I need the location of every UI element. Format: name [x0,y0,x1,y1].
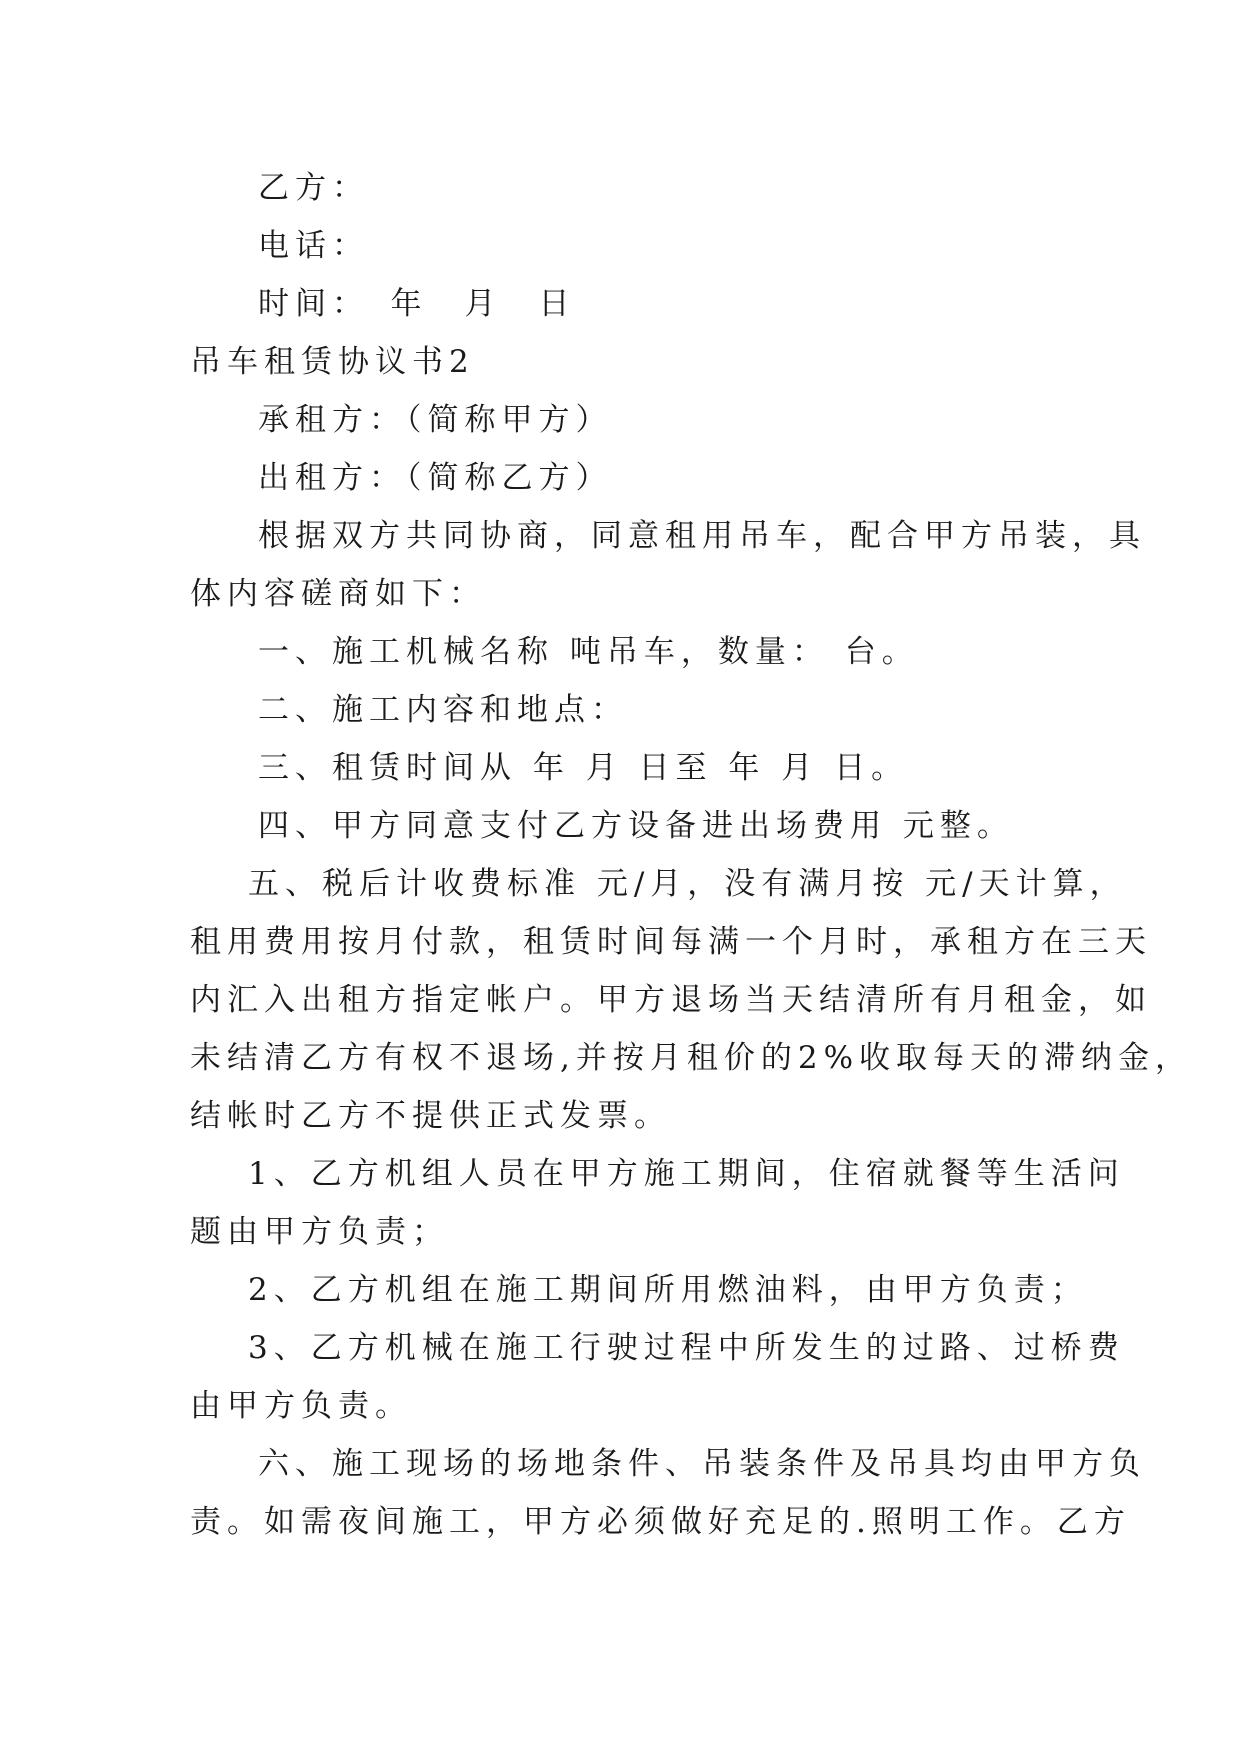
clause-6-line: 责。如需夜间施工，甲方必须做好充足的.照明工作。乙方 [190,1504,1131,1540]
lessee-line: 承租方：（简称甲方） [258,402,613,438]
sub-clause-3-line: 由甲方负责。 [190,1388,412,1424]
sub-clause-1-line: 1、乙方机组人员在甲方施工期间，住宿就餐等生活问 [248,1156,1125,1192]
clause-1-line: 一、施工机械名称 吨吊车，数量： 台。 [258,634,919,670]
clause-6-line: 六、施工现场的场地条件、吊装条件及吊具均由甲方负 [258,1446,1146,1482]
sub-clause-2-line: 2、乙方机组在施工期间所用燃油料，由甲方负责； [248,1272,1088,1308]
clause-5-line: 五、税后计收费标准 元/月，没有满月按 元/天计算， [248,866,1127,902]
sub-clause-1-line: 题由甲方负责； [190,1214,449,1250]
phone-line: 电话： [258,228,369,264]
sub-clause-3-line: 3、乙方机械在施工行驶过程中所发生的过路、过桥费 [248,1330,1125,1366]
date-line: 时间： 年 月 日 [258,286,576,322]
clause-5-line: 未结清乙方有权不退场,并按月租价的2%收取每天的滞纳金， [190,1040,1193,1076]
clause-2-line: 二、施工内容和地点： [258,692,628,728]
party-b-line: 乙方： [258,170,369,206]
paragraph-line: 体内容磋商如下： [190,576,486,612]
clause-4-line: 四、甲方同意支付乙方设备进出场费用 元整。 [258,808,1014,844]
clause-5-line: 结帐时乙方不提供正式发票。 [190,1098,671,1134]
paragraph-line: 根据双方共同协商，同意租用吊车，配合甲方吊装，具 [258,518,1146,554]
clause-5-line: 内汇入出租方指定帐户。甲方退场当天结清所有月租金，如 [190,982,1152,1018]
clause-5-line: 租用费用按月付款，租赁时间每满一个月时，承租方在三天 [190,924,1152,960]
document-title: 吊车租赁协议书2 [190,344,475,380]
clause-3-line: 三、租赁时间从 年 月 日至 年 月 日。 [258,750,909,786]
lessor-line: 出租方：（简称乙方） [258,460,613,496]
